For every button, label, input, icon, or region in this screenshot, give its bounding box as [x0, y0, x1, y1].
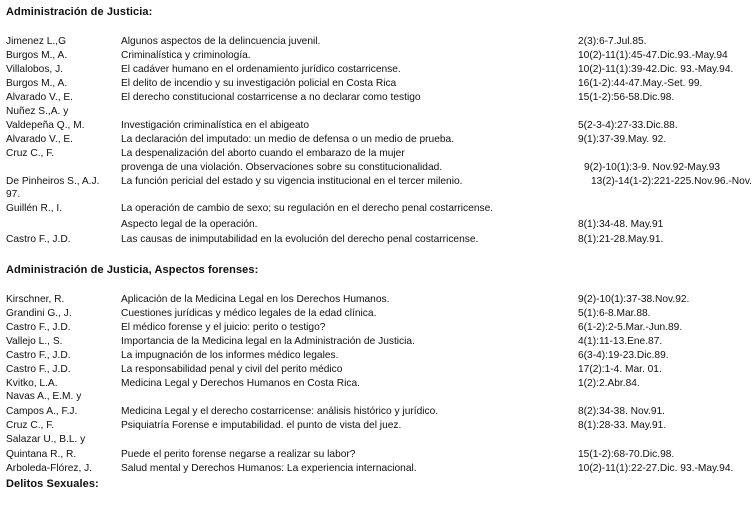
entry-reference: 8(2):34-38. Nov.91.	[578, 406, 666, 417]
list-item	[0, 91, 754, 105]
entry-author: De Pinheiros S., A.J.	[6, 176, 100, 187]
entry-title: La responsabilidad penal y civil del perito médico	[121, 364, 343, 375]
entry-title: Aplicación de la Medicina Legal en los Derechos Humanos.	[121, 294, 390, 305]
entry-author: Alvarado V., E.	[6, 134, 74, 145]
list-item	[0, 448, 754, 462]
entry-title: Importancia de la Medicina legal en la Administración de Justicia.	[121, 336, 415, 347]
entry-title: La función pericial del estado y su vigencia institucional en el tercer milenio.	[121, 176, 463, 187]
entry-title: Cuestiones jurídicas y médico legales de la edad clínica.	[121, 308, 377, 319]
entry-author: Cruz C., F.	[6, 420, 55, 431]
entry-author: Alvarado V., E.	[6, 92, 74, 103]
list-item	[0, 335, 754, 349]
entry-reference: 5(2-3-4):27-33.Dic.88.	[578, 120, 678, 131]
entry-reference: 10(2)-11(1):45-47.Dic.93.-May.94	[578, 50, 728, 61]
entry-title: La impugnación de los informes médico legales.	[121, 350, 339, 361]
list-item	[0, 147, 754, 161]
entry-title: Aspecto legal de la operación.	[121, 219, 258, 230]
entry-author: Nuñez S.,A. y	[6, 106, 69, 117]
entry-author: Quintana R., R.	[6, 449, 77, 460]
entry-author: Vallejo L., S.	[6, 336, 63, 347]
entry-title: Medicina Legal y Derechos Humanos en Costa Rica.	[121, 378, 360, 389]
entry-title: Investigación criminalística en el abigeato	[121, 120, 310, 131]
entry-reference: 16(1-2):44-47.May.-Set. 99.	[578, 78, 703, 89]
list-item	[0, 175, 754, 189]
entry-title: Medicina Legal y el derecho costarricense: análisis histórico y jurídico.	[121, 406, 439, 417]
entry-title: Psiquiatría Forense e imputabilidad. el punto de vista del juez.	[121, 420, 402, 431]
entry-reference: 6(3-4):19-23.Dic.89.	[578, 350, 669, 361]
entry-reference: 5(1):6-8.Mar.88.	[578, 308, 651, 319]
list-item	[0, 390, 754, 404]
section-heading: Administración de Justicia, Aspectos forenses:	[6, 264, 259, 276]
entry-reference: 2(3):6-7.Jul.85.	[578, 36, 647, 47]
entry-reference: 13(2)-14(1-2):221-225.Nov.96.-Nov.	[591, 176, 752, 187]
section-heading: Administración de Justicia:	[6, 6, 153, 18]
entry-reference: 1(2):2.Abr.84.	[578, 378, 640, 389]
entry-author: Burgos M., A.	[6, 50, 68, 61]
list-item	[0, 119, 754, 133]
entry-author: Castro F., J.D.	[6, 322, 71, 333]
list-item	[0, 161, 754, 175]
entry-title: provenga de una violación. Observaciones sobre su constitucionalidad.	[121, 162, 443, 173]
entry-reference: 9(1):37-39.May. 92.	[578, 134, 667, 145]
entry-title: Las causas de inimputabilidad en la evolución del derecho penal costarricense.	[121, 234, 479, 245]
list-item	[0, 321, 754, 335]
entry-title: El derecho constitucional costarricense a no declarar como testigo	[121, 92, 421, 103]
entry-author: Burgos M., A.	[6, 78, 68, 89]
list-item	[0, 462, 754, 476]
entry-author: Navas A., E.M. y	[6, 391, 82, 402]
entry-reference: 9(2)-10(1):37-38.Nov.92.	[578, 294, 690, 305]
entry-author: Castro F., J.D.	[6, 234, 71, 245]
list-item	[0, 188, 754, 202]
entry-author: Arboleda-Flórez, J.	[6, 463, 93, 474]
entry-author: Jimenez L.,G	[6, 36, 67, 47]
entry-title: Puede el perito forense negarse a realizar su labor?	[121, 449, 356, 460]
list-item	[0, 419, 754, 433]
list-item	[0, 233, 754, 247]
entry-reference: 10(2)-11(1):22-27.Dic. 93.-May.94.	[578, 463, 734, 474]
entry-author: Guillén R., I.	[6, 203, 63, 214]
list-item	[0, 202, 754, 216]
entry-title: El cadáver humano en el ordenamiento jurídico costarricense.	[121, 64, 401, 75]
list-item	[0, 433, 754, 447]
list-item	[0, 405, 754, 419]
entry-title: Criminalística y criminología.	[121, 50, 251, 61]
list-item	[0, 377, 754, 391]
list-item	[0, 49, 754, 63]
list-item	[0, 35, 754, 49]
entry-reference: 17(2):1-4. Mar. 01.	[578, 364, 662, 375]
entry-author: Grandini G., J.	[6, 308, 72, 319]
entry-reference: 6(1-2):2-5.Mar.-Jun.89.	[578, 322, 683, 333]
entry-title: La declaración del imputado: un medio de defensa o un medio de prueba.	[121, 134, 455, 145]
list-item	[0, 363, 754, 377]
entry-title: Salud mental y Derechos Humanos: La experiencia internacional.	[121, 463, 417, 474]
list-item	[0, 105, 754, 119]
entry-author: Castro F., J.D.	[6, 350, 71, 361]
entry-reference: 8(1):21-28.May.91.	[578, 234, 664, 245]
entry-author: 97.	[6, 189, 21, 200]
entry-reference: 4(1):11-13.Ene.87.	[578, 336, 663, 347]
section-heading: Delitos Sexuales:	[6, 478, 99, 490]
list-item	[0, 63, 754, 77]
entry-reference: 9(2)-10(1):3-9. Nov.92-May.93	[584, 162, 721, 173]
entry-reference: 15(1-2):56-58.Dic.98.	[578, 92, 675, 103]
entry-author: Salazar U., B.L. y	[6, 434, 86, 445]
entry-author: Castro F., J.D.	[6, 364, 71, 375]
entry-title: El médico forense y el juicio: perito o testigo?	[121, 322, 326, 333]
entry-author: Kirschner, R.	[6, 294, 65, 305]
entry-reference: 8(1):34-48. May.91	[578, 219, 664, 230]
entry-reference: 15(1-2):68-70.Dic.98.	[578, 449, 675, 460]
list-item	[0, 77, 754, 91]
list-item	[0, 133, 754, 147]
entry-author: Cruz C., F.	[6, 148, 55, 159]
entry-author: Villalobos, J.	[6, 64, 64, 75]
entry-author: Kvitko, L.A.	[6, 378, 58, 389]
entry-reference: 10(2)-11(1):39-42.Dic. 93.-May.94.	[578, 64, 734, 75]
list-item	[0, 218, 754, 232]
entry-reference: 8(1):28-33. May.91.	[578, 420, 667, 431]
entry-author: Valdepeña Q., M.	[6, 120, 85, 131]
list-item	[0, 307, 754, 321]
list-item	[0, 349, 754, 363]
list-item	[0, 293, 754, 307]
entry-author: Campos A., F.J.	[6, 406, 78, 417]
entry-title: El delito de incendio y su investigación policial en Costa Rica	[121, 78, 397, 89]
entry-title: La despenalización del aborto cuando el embarazo de la mujer	[121, 148, 405, 159]
entry-title: La operación de cambio de sexo; su regulación en el derecho penal costarricense.	[121, 203, 494, 214]
entry-title: Algunos aspectos de la delincuencia juvenil.	[121, 36, 321, 47]
